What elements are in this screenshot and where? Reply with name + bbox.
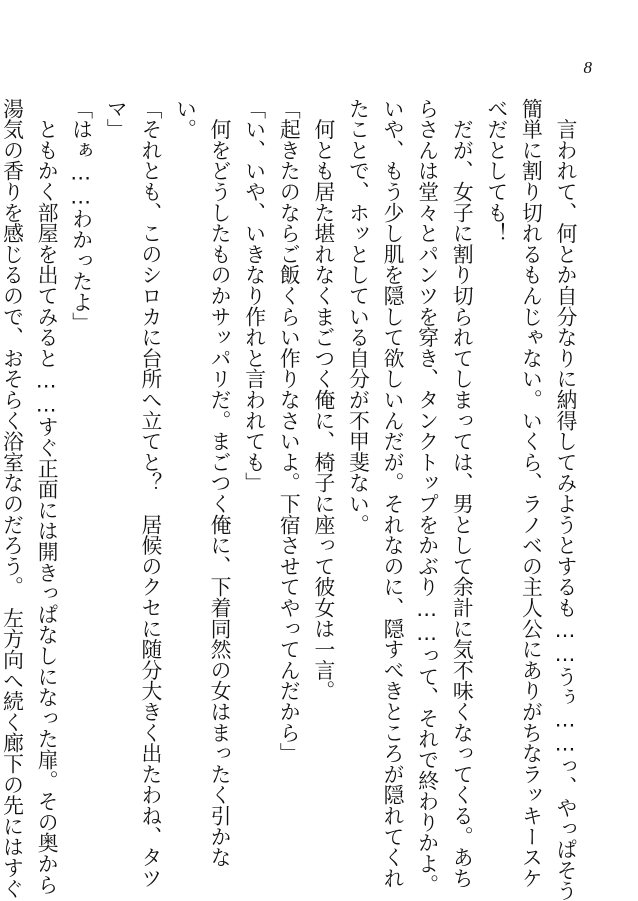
text-line: らさんは堂々とパンツを穿き、タンクトップをかぶり……って、それで終わりかよ。 [414,98,439,895]
text-line: 「はぁ……わかったよ」 [68,98,93,334]
vertical-text-body [0,98,582,901]
page-number: 8 [583,58,592,77]
text-line: 何とも居た堪れなくまごつく俺に、椅子に座って彼女は一言。 [310,98,335,702]
text-line: 「それとも、このシロカに台所へ立てと？ 居候のクセに随分大きく出たわね、タツ [137,98,162,889]
text-line: ともかく部屋を出てみると……すぐ正面には開きっぱなしになった扉。その奥から [34,98,59,895]
text-line: い。 [172,98,197,140]
text-line: いや、もう少し肌を隠して欲しいんだが。それなのに、隠すべきところが隠れてくれ [380,98,405,889]
text-line: 何をどうしたものかサッパリだ。まごつく俺に、下着同然の女はまったく引かな [207,98,232,868]
text-line: 簡単に割り切れるもんじゃない。いくら、ラノベの主人公にありがちなラッキースケ [518,98,543,889]
text-line: 湯気の香りを感じるので、おそらく浴室なのだろう。 左方向へ続く廊下の先にはすぐ [0,98,24,899]
text-line: 「い、いや、いきなり作れと言われても」 [241,98,266,494]
text-line: べだとしても！ [483,98,508,244]
text-line: マ」 [103,98,128,140]
text-line: 「起きたのならご飯くらい作りなさいよ。下宿させてやってんだから」 [276,98,301,764]
text-line: 言われて、何とか自分なりに納得してみようとするも……うぅ……っ、やっぱそう [553,98,577,901]
text-line: たことで、ホッとしている自分が不甲斐ない。 [345,98,370,535]
text-line: だが、女子に割り切られてしまっては、男として余計に気不味くなってくる。あち [449,98,474,889]
